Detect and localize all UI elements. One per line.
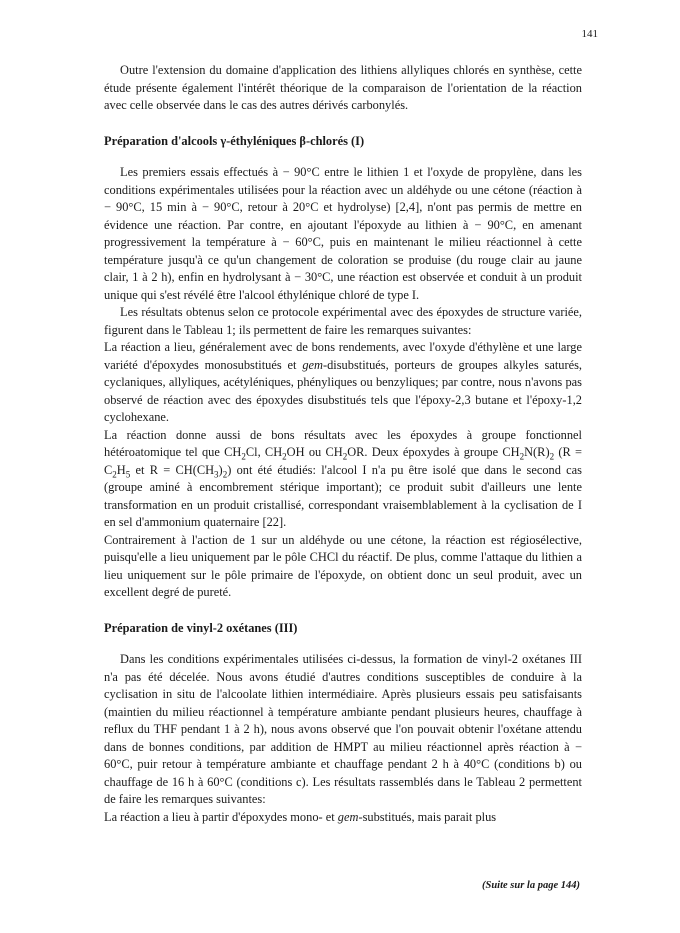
text-run: ) ont été étudiés: l'alcool I n'a pu être isolé que dans le second cas (groupe aminé à encombrement stérique important); ce produit subit d'ailleurs une lente transformation en un produit cristallisé, correspondant vraisemblablement à la cyclisation de I en sel d'ammonium quaternaire [22]. [104, 462, 583, 529]
text-run: (R = C [104, 445, 582, 477]
text-run: La réaction a lieu à partir d'époxydes mono- et [104, 809, 338, 824]
text-run: La réaction a lieu, généralement avec de bons rendements, avec l'oxyde d'éthylène et une large variété d'époxydes monosubstitués et [104, 340, 582, 372]
page-number: 141 [581, 28, 598, 40]
italic-gem: gem [302, 357, 323, 372]
subscript: 2 [241, 451, 246, 462]
continuation-note: (Suite sur la page 144) [481, 880, 580, 891]
subscript: 5 [125, 468, 131, 479]
paragraph-reaction-rendements [104, 339, 582, 427]
text-run: -substitués, mais parait plus [358, 809, 497, 824]
text-run: et R = CH(CH [130, 462, 215, 477]
text-run: La réaction donne aussi de bons résultats avec les époxydes à groupe fonctionnel hétéroatomique tel que CH [104, 427, 582, 459]
paragraph-premiers-essais: Les premiers essais effectués à − 90°C entre le lithien 1 et l'oxyde de propylène, dans les conditions expérimentales utilisées pour la réaction avec un aldéhyde ou une cétone (réaction à − 90°C, 15 min à − 90°C, retour à 20°C et hydrolyse) [2,4], n'ont pas permis de mettre en évidence une réaction. Par contre, en ajoutant l'époxyde au lithien à − 90°C, en amenant progressivement la température à − 60°C, puis en maintenant le milieu réactionnel à cette température jusqu'à ce qu'un changement de coloration se produise (du rouge clair au jaune clair, 1 à 2 h), enfin en hydrolysant à − 30°C, une réaction est observée et conduit à un produit unique qui s'est révélé être l'alcool éthylénique chloré de type I. [104, 165, 582, 302]
text-run: H [116, 462, 126, 477]
subscript: 2 [342, 451, 348, 462]
subscript: 3 [214, 468, 219, 479]
text-run: Cl, CH [245, 445, 283, 459]
text-run: -disubstitués, porteurs de groupes alkyles saturés, cyclaniques, allyliques, acétyléniques, phényliques ou benzyliques; par contre, nous n'avons pas observé de réaction avec des époxydes disubstitués tels que l'époxy-2,3 butane et l'époxy-1,2 cyclohexane. [104, 357, 582, 424]
section-heading-oxetanes: Préparation de vinyl-2 oxétanes (III) [104, 620, 298, 635]
text-run: ) [218, 462, 223, 477]
paragraph-resultats: Les résultats obtenus selon ce protocole expérimental avec des époxydes de structure variée, figurent dans le Tableau 1; ils permettent de faire les remarques suivantes: [104, 305, 582, 337]
paragraph-regioselective: Contrairement à l'action de 1 sur un aldéhyde ou une cétone, la réaction est régiosélective, puisqu'elle a lieu uniquement par le pôle CHCl du réactif. De plus, comme l'attaque du lithien a lieu uniquement sur le pôle primaire de l'époxyde, on obtient donc un seul produit, avec un excellent degré de pureté. [104, 532, 582, 599]
subscript: 2 [112, 468, 117, 479]
italic-gem: gem [337, 809, 359, 824]
subscript: 2 [282, 451, 287, 462]
paragraph-mono-gem [104, 809, 582, 827]
paragraph-conditions: Dans les conditions expérimentales utilisées ci-dessus, la formation de vinyl-2 oxétanes III n'a pas été décelée. Nous avons étudié d'autres conditions susceptibles de conduire à la cyclisation in situ de l'alcoolate lithien intermédiaire. Après plusieurs essais peu satisfaisants (maintien du milieu réactionnel à température ambiante pendant plusieurs heures, chauffage à reflux du THF pendant 1 à 2 h), nous avons observé que l'on pouvait obtenir l'oxétane attendu dans de bonnes conditions, par addition de HMPT au milieu réactionnel après réaction à − 60°C, puir retour à température ambiante et chauffage pendant 2 h à 40°C (conditions b) ou chauffage de 16 h à 60°C (conditions c). Les résultats rassemblés dans le Tableau 2 permettent de faire les remarques suivantes: [104, 652, 582, 806]
intro-paragraph: Outre l'extension du domaine d'application des lithiens allyliques chlorés en synthèse, cette étude présente également l'intérêt théorique de la comparaison de l'orientation de la réaction avec celle observée dans le cas des autres dérivés carbonylés. [104, 63, 582, 112]
text-run: OR. Deux époxydes à groupe CH [347, 445, 520, 459]
subscript: 2 [519, 451, 525, 462]
paragraph-groupe-fonctionnel [104, 427, 582, 532]
section-heading-alcools: Préparation d'alcools γ-éthyléniques β-chlorés (I) [104, 133, 365, 148]
article-body [104, 62, 582, 826]
text-run: OH ou CH [286, 445, 343, 459]
subscript: 2 [549, 451, 555, 462]
text-run: N(R) [524, 445, 550, 459]
subscript: 2 [222, 468, 228, 479]
